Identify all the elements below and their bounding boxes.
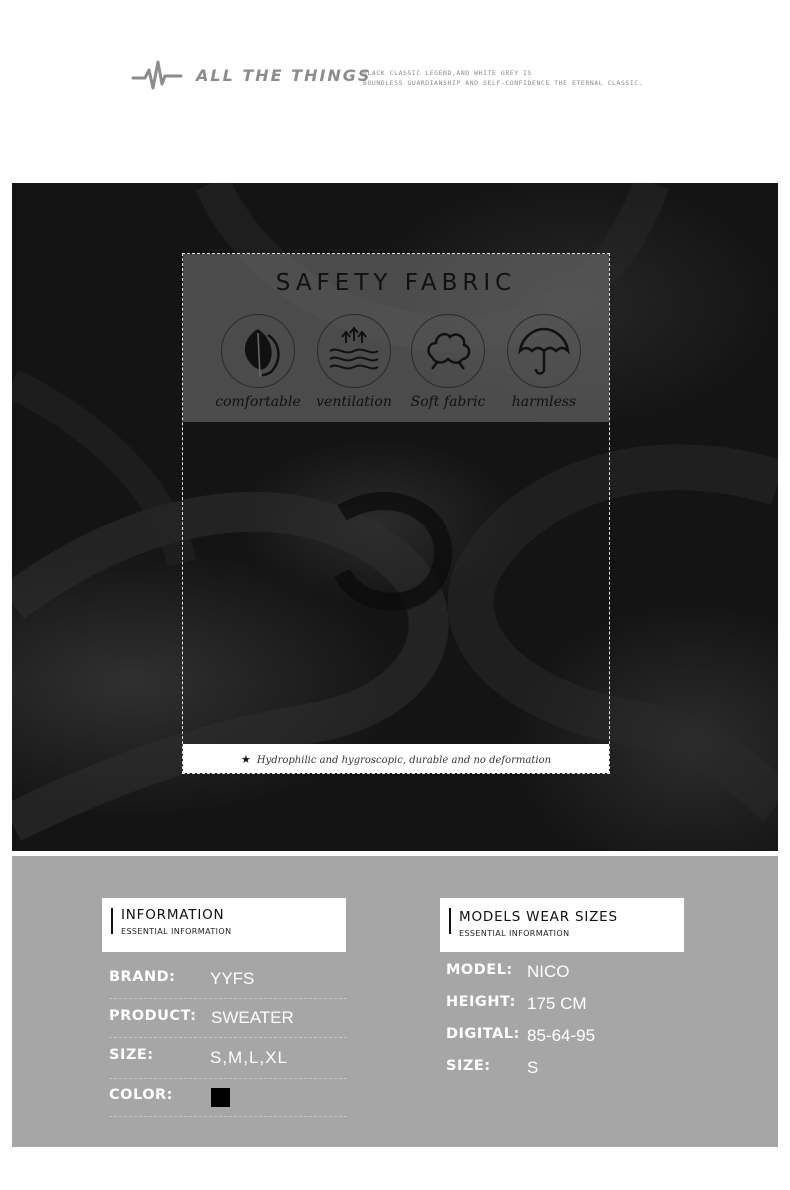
info-key: BRAND: <box>109 969 176 985</box>
info-key: COLOR: <box>109 1087 173 1103</box>
color-swatch <box>211 1088 230 1107</box>
safety-card-header <box>183 254 609 422</box>
info-row-color <box>109 1087 347 1117</box>
safety-fabric-card <box>182 253 610 774</box>
star-icon: ★ <box>240 753 251 766</box>
info-row-product <box>109 1008 347 1038</box>
model-row-size <box>446 1058 686 1088</box>
model-key: DIGITAL: <box>446 1026 520 1042</box>
heading-bar <box>111 908 113 934</box>
models-title: MODELS WEAR SIZES <box>459 909 618 925</box>
model-value: NICO <box>527 962 570 981</box>
info-key: PRODUCT: <box>109 1008 197 1024</box>
umbrella-icon <box>514 321 574 381</box>
info-row-brand <box>109 969 347 999</box>
feature-label: comfortable <box>215 394 301 410</box>
model-value: 85-64-95 <box>527 1026 596 1045</box>
model-key: MODEL: <box>446 962 513 978</box>
info-value: YYFS <box>210 969 255 988</box>
feature-label: harmless <box>511 394 577 410</box>
safety-title: SAFETY FABRIC <box>275 270 517 296</box>
model-row-height <box>446 994 686 1024</box>
feature-harmless <box>489 314 599 410</box>
brand-header <box>0 0 790 183</box>
brand-tagline <box>363 68 643 88</box>
feature-soft-fabric <box>393 314 503 410</box>
model-row-name <box>446 962 686 992</box>
feature-label: Soft fabric <box>410 394 486 410</box>
feature-label: ventilation <box>316 394 392 410</box>
leaf-icon <box>228 321 288 381</box>
model-key: HEIGHT: <box>446 994 516 1010</box>
info-row-size <box>109 1047 347 1079</box>
models-subtitle: ESSENTIAL INFORMATION <box>459 929 570 938</box>
cotton-icon <box>418 321 478 381</box>
information-heading <box>102 898 346 952</box>
models-heading <box>440 898 684 952</box>
information-subtitle: ESSENTIAL INFORMATION <box>121 927 232 936</box>
heading-bar <box>449 908 451 934</box>
feature-comfortable <box>203 314 313 410</box>
info-key: SIZE: <box>109 1047 154 1063</box>
model-key: SIZE: <box>446 1058 491 1074</box>
airflow-icon <box>324 321 384 381</box>
model-value: 175 CM <box>527 994 587 1013</box>
tagline-line-1: BLACK CLASSIC LEGEND,AND WHITE GREY IS <box>363 69 533 77</box>
tagline-line-2: BOUNDLESS GUARDIANSHIP AND SELF-CONFIDENCE THE ETERNAL CLASSIC. <box>363 79 644 87</box>
info-value: S,M,L,XL <box>210 1048 288 1067</box>
information-title: INFORMATION <box>121 907 225 923</box>
heartbeat-icon <box>131 58 183 94</box>
info-value: SWEATER <box>211 1008 294 1027</box>
safety-note: Hydrophilic and hygroscopic, durable and no deformation <box>256 755 552 766</box>
model-value: S <box>527 1058 539 1077</box>
brand-title: ALL THE THINGS <box>196 66 372 85</box>
info-panel <box>12 856 778 1147</box>
model-row-digital <box>446 1026 686 1056</box>
safety-note-bar <box>183 744 609 773</box>
